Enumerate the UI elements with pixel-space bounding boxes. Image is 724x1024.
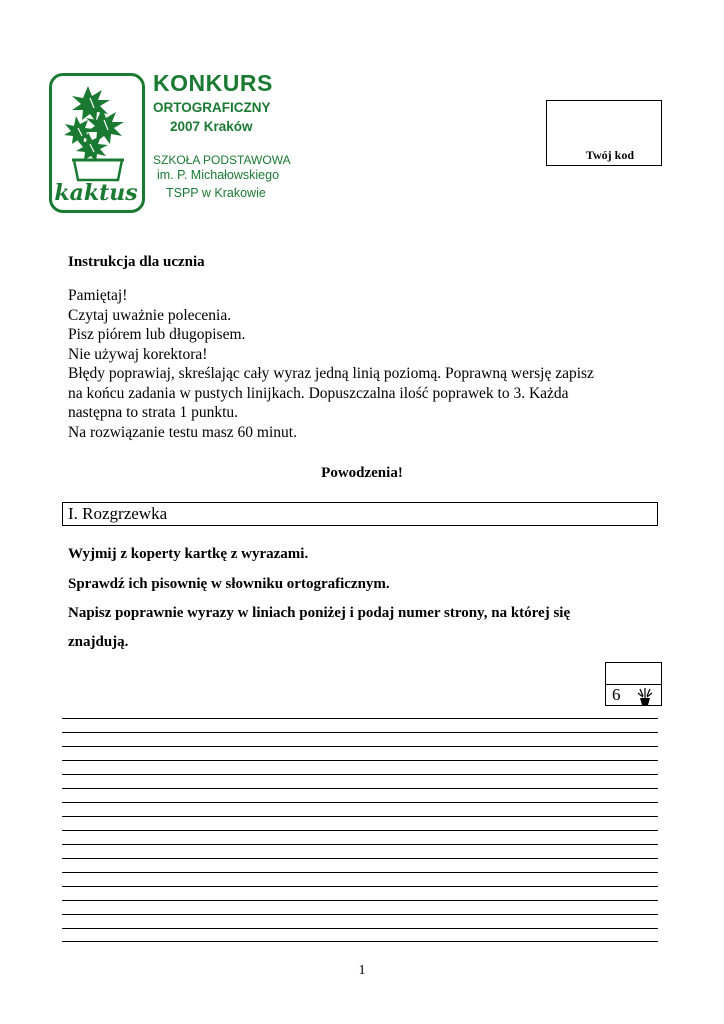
contest-subtitle: ORTOGRAFICZNY [153,100,271,115]
score-box[interactable] [605,662,662,706]
answer-line[interactable] [62,816,658,817]
instruction-line: na końcu zadania w pustych linijkach. Dopuszczalna ilość poprawek to 3. Każda [68,384,569,402]
answer-line[interactable] [62,858,658,859]
svg-text:kaktus: kaktus [54,180,138,206]
answer-line[interactable] [62,844,658,845]
answer-line[interactable] [62,718,658,719]
student-code-box[interactable] [546,100,662,166]
instructions-body [68,286,668,442]
answer-line[interactable] [62,830,658,831]
task-instruction: Sprawdź ich pisownię w słowniku ortograficznym. [68,576,390,592]
answer-line[interactable] [62,941,658,942]
instruction-line: Pisz piórem lub długopisem. [68,326,246,343]
instruction-line: Na rozwiązanie testu masz 60 minut. [68,423,297,441]
answer-line[interactable] [62,900,658,901]
answer-line[interactable] [62,788,658,789]
answer-line[interactable] [62,802,658,803]
answer-line[interactable] [62,886,658,887]
task-instruction: Napisz poprawnie wyrazy w liniach poniżej i podaj numer strony, na której się [68,605,571,621]
max-points: 6 [612,685,621,704]
instruction-line: Nie używaj korektora! [68,345,208,363]
student-code-label: Twój kod [585,148,634,162]
good-luck-text: Powodzenia! [321,465,403,481]
kaktus-logo [49,73,145,213]
answer-line[interactable] [62,760,658,761]
section-header: I. Rozgrzewka [62,502,658,526]
task-instruction: znajdują. [68,634,129,650]
answer-line[interactable] [62,928,658,929]
answer-line[interactable] [62,746,658,747]
answer-line[interactable] [62,732,658,733]
answer-line[interactable] [62,774,658,775]
instruction-line: następna to strata 1 punktu. [68,404,239,421]
cactus-icon [636,686,654,706]
school-patron: im. P. Michałowskiego [157,168,280,182]
cactus-icon [52,76,142,210]
answer-line[interactable] [62,914,658,915]
answer-line[interactable] [62,872,658,873]
school-name: SZKOŁA PODSTAWOWA [153,153,291,167]
instructions-title: Instrukcja dla ucznia [68,254,205,270]
school-location: TSPP w Krakowie [166,186,266,200]
task-instruction: Wyjmij z koperty kartkę z wyrazami. [68,546,309,562]
instruction-line: Błędy poprawiaj, skreślając cały wyraz jedną linią poziomą. Poprawną wersję zapisz [68,365,594,382]
page-number: 1 [358,963,366,978]
instruction-line: Czytaj uważnie polecenia. [68,306,232,324]
contest-title: KONKURS [153,70,273,96]
instruction-line: Pamiętaj! [68,287,128,304]
contest-year-city: 2007 Kraków [170,119,253,134]
